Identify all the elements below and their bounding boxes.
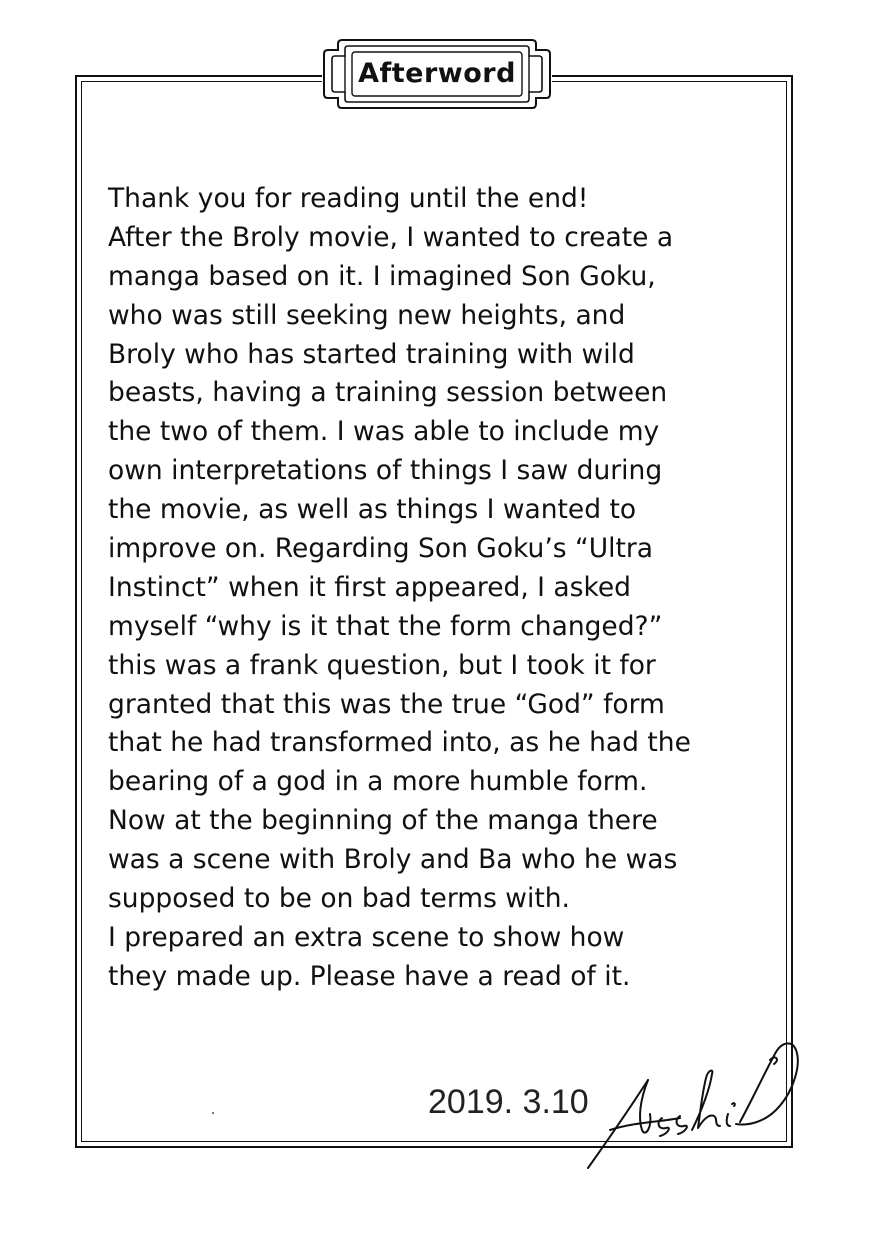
body-line: the two of them. I was able to include my: [108, 416, 660, 448]
body-line: improve on. Regarding Son Goku’s “Ultra: [108, 533, 654, 565]
body-line: this was a frank question, but I took it for: [108, 649, 656, 681]
body-line: granted that this was the true “God” form: [108, 688, 665, 720]
body-line: Broly who has started training with wild: [108, 338, 635, 370]
body-line: the movie, as well as things I wanted to: [108, 494, 637, 526]
paper-speck: [212, 1112, 214, 1114]
body-line: who was still seeking new heights, and: [108, 299, 626, 331]
title-plate: [322, 36, 552, 112]
body-line: I prepared an extra scene to show how: [108, 921, 625, 953]
body-line: myself “why is it that the form changed?”: [108, 610, 663, 642]
afterword-body: [108, 180, 788, 997]
body-line: manga based on it. I imagined Son Goku,: [108, 260, 656, 292]
body-line: Thank you for reading until the end!: [108, 183, 589, 214]
body-line: own interpretations of things I saw during: [108, 455, 663, 487]
body-line: they made up. Please have a read of it.: [108, 960, 631, 992]
body-line: bearing of a god in a more humble form.: [108, 766, 648, 798]
signature-image: [580, 1030, 815, 1175]
body-line: was a scene with Broly and Ba who he was: [108, 844, 678, 876]
page-title: Afterword: [358, 58, 516, 89]
body-line: Instinct” when it first appeared, I asked: [108, 571, 631, 603]
body-line: Now at the beginning of the manga there: [108, 805, 658, 837]
body-line: beasts, having a training session between: [108, 377, 668, 409]
body-line: After the Broly movie, I wanted to create a: [108, 221, 674, 253]
body-line: supposed to be on bad terms with.: [108, 883, 570, 915]
date-text: 2019. 3.10: [428, 1083, 589, 1121]
body-line: that he had transformed into, as he had the: [108, 727, 691, 759]
